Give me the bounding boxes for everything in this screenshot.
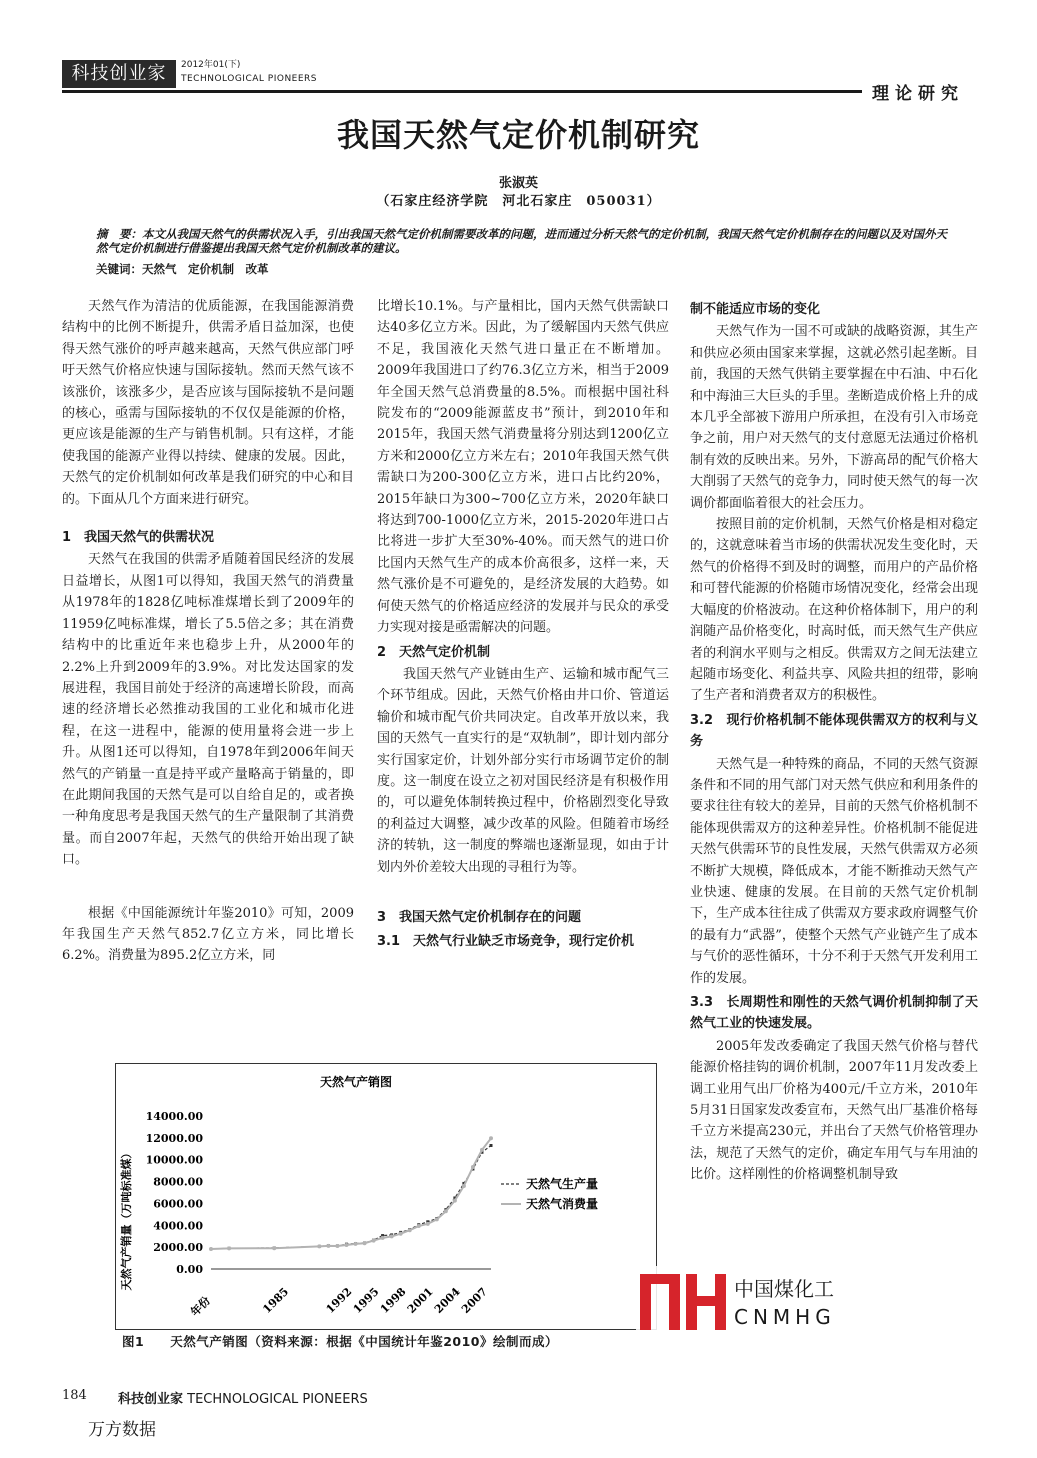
paragraph: 天然气是一种特殊的商品，不同的天然气资源条件和不同的用气部门对天然气供应和利用条件的要求往往有较大的差异，目前的天然气价格机制不能体现供需双方的这种差异性。价格机制不能促进天然气供需环节的良性发展，天然气供需双方必须不断扩大规模，降低成本，才能不断推动天然气产业快速、健康的发展。在目前的天然气定价机制下，生产成本往往成了供需双方要求政府调整气价的最有力“武器”，使整个天然气产业链产生了成本与气价的恶性循环，十分不利于天然气开发利用工作的发展。 [690, 756, 978, 986]
data-point [490, 1144, 493, 1147]
paragraph: 我国天然气产业链由生产、运输和城市配气三个环节组成。因此，天然气价格由井口价、管道运输价和城市配气价共同决定。自改革开放以来，我国的天然气一直实行的是“双轨制”，即计划内部分实行国家定价，计划外部分实行市场调节定价的制度。这一制度在设立之初对国民经济是有积极作用的，可以避免体制转换过程中，价格剧烈变化导致的利益过大调整，减少改革的风险。但随着市场经济的转轨，这一制度的弊端也逐渐显现，如由于计划内外价差较大出现的寻租行为等。 [377, 666, 669, 875]
section-heading-3: 3 我国天然气定价机制存在的问题 [377, 909, 582, 925]
legend-label: 天然气生产量 [526, 1177, 599, 1191]
data-point [381, 1236, 385, 1240]
figure-1-chart [115, 1063, 657, 1330]
section-heading-2: 2 天然气定价机制 [377, 644, 491, 660]
paragraph: 天然气作为一国不可或缺的战略资源，其生产和供应必须由国家来掌握，这就必然引起垄断。目前，我国的天然气供销主要掌握在中石油、中石化和中海油三大巨头的手里。垄断造成价格上升的成本几乎全部被下游用户所承担，在没有引入市场竞争之前，用户对天然气的支付意愿无法通过价格机制有效的反映出来。另外，下游高昂的配气价格大大削弱了天然气的竞争力，同时使天然气的每一次调价都面临着很大的社会压力。 [690, 324, 978, 511]
paragraph: 按照目前的定价机制，天然气价格是相对稳定的，这就意味着当市场的供需状况发生变化时，天然气的价格得不到及时的调整，而用户的产品价格和可替代能源的价格随市场情况变化，经常会出现大幅度的价格波动。在这种价格体制下，用户的利润随产品价格变化，时高时低，而天然气生产供应者的利润水平则与之相反。供需双方之间无法建立起随市场变化、利益共享、风险共担的纽带，影响了生产者和消费者双方的积极性。 [690, 517, 978, 704]
subsection-heading-3-1: 3.1 天然气行业缺乏市场竞争，现行定价机 [377, 934, 635, 950]
paragraph: 根据《中国能源统计年鉴2010》可知，2009年我国生产天然气852.7亿立方米，同比增长6.2%。消费量为895.2亿立方米，同 [62, 905, 354, 964]
y-tick-label: 8000.00 [153, 1175, 203, 1189]
y-tick-label: 12000.00 [145, 1131, 203, 1145]
data-point [444, 1209, 448, 1213]
x-axis-label: 年份 [188, 1294, 213, 1319]
series-line-2 [211, 1138, 491, 1249]
footer-journal [118, 1388, 368, 1407]
data-point [480, 1148, 484, 1152]
keywords [96, 262, 956, 276]
y-tick-label: 14000.00 [145, 1110, 203, 1123]
section-label: 理论研究 [872, 84, 964, 104]
paragraph: 天然气在我国的供需矛盾随着国民经济的发展日益增长，从图1可以得知，我国天然气的消费量从1978年的1828亿吨标准煤增长到了2009年的11959亿吨标准煤，增长了5.5倍之多；其在消费结构中的比重近年来也稳步上升，从2000年的2.2%上升到2009年的3.9%。对比发达国家的发展进程，我国目前处于经济的高速增长阶段，而高速的经济增长必然推动我国的工业化和城市化进程，在这一进程中，能源的使用量将会进一步上升。从图1还可以得知，自1978年到2006年间天然气的产销量一直是持平或产量略高于销量的，即在此期间我国的天然气是可以自给自足的，或者换一种角度思考是我国天然气的生产量限制了其消费量。而自2007年起，天然气的供给开始出现了缺口。 [62, 552, 354, 868]
abstract-label: 摘 要： [96, 227, 142, 241]
y-tick-label: 10000.00 [145, 1153, 203, 1167]
legend-label: 天然气消费量 [526, 1197, 599, 1211]
footer-journal-cn: 科技创业家 [118, 1392, 184, 1407]
data-point [326, 1244, 330, 1248]
subsection-heading-3-2: 3.2 现行价格机制不能体现供需双方的权利与义务 [690, 712, 978, 750]
paragraph: 2005年发改委确定了我国天然气价格与替代能源价格挂钩的调价机制，2007年11月发改委上调工业用气出厂价格为400元/千立方米，2010年5月31日国家发改委宣布，天然气出厂基准价格每千立方米提高230元，并出台了天然气价格管理办法，规范了天然气的定价，确定车用气与车用油的比价。这样刚性的价格调整机制导致 [690, 1038, 978, 1183]
section-heading-1: 1 我国天然气的供需状况 [62, 530, 215, 546]
data-point [426, 1222, 430, 1226]
data-point [462, 1184, 466, 1188]
chart-svg [116, 1064, 656, 1329]
data-point [408, 1228, 412, 1232]
chart-title: 天然气产销图 [319, 1075, 393, 1089]
data-point [272, 1246, 276, 1250]
data-point [372, 1239, 376, 1243]
x-tick-label: 2007 [459, 1285, 490, 1316]
body-column-2 [377, 296, 669, 954]
data-point [489, 1136, 493, 1140]
y-tick-label: 4000.00 [153, 1219, 203, 1233]
data-point [363, 1241, 367, 1245]
data-point [209, 1247, 213, 1251]
data-point [335, 1244, 339, 1248]
data-point [471, 1165, 475, 1169]
subsection-heading-3-3: 3.3 长周期性和刚性的天然气调价机制抑制了天然气工业的快速发展。 [690, 995, 978, 1032]
data-point [435, 1217, 439, 1221]
source-watermark: 万方数据 [88, 1420, 156, 1440]
data-point [354, 1242, 358, 1246]
data-point [390, 1234, 394, 1238]
footer-journal-en: TECHNOLOGICAL PIONEERS [187, 1392, 368, 1407]
header-rule [62, 90, 862, 93]
data-point [317, 1244, 321, 1248]
issue-label: 2012年01(下) [181, 60, 241, 70]
data-point [227, 1246, 231, 1250]
x-tick-label: 1992 [323, 1285, 355, 1316]
body-column-3 [690, 296, 978, 1186]
subsection-heading-3-1-continued: 制不能适应市场的变化 [690, 302, 821, 317]
paragraph: 比增长10.1%。与产量相比，国内天然气供需缺口达40多亿立方米。因此，为了缓解国内天然气供应不足，我国液化天然气进口量正在不断增加。2009年我国进口了约76.3亿立方米，相当于2009年全国天然气总消费量的8.5%。而根据中国社科院发布的“2009能源蓝皮书”预计，到2010年和2015年，我国天然气消费量将分别达到1200亿立方米和2000亿立方米左右；2010年我国天然气供需缺口为200-300亿立方米，进口占比约20%，2015年缺口为300~700亿立方米，2020年缺口将达到700-1000亿立方米，2015-2020年进口占比将进一步扩大至30%-40%。而天然气的进口价比国内天然气生产的成本价高很多，这样一来，天然气涨价是不可避免的，是经济发展的大趋势。如何使天然气的价格适应经济的发展并与民众的承受力实现对接是亟需解决的问题。 [377, 299, 669, 636]
author: 张淑英 [498, 176, 538, 191]
affiliation: （石家庄经济学院 河北石家庄 050031） [376, 194, 661, 209]
figure-caption: 图1 天然气产销图（资料来源：根据《中国统计年鉴2010》绘制而成） [122, 1334, 558, 1349]
keywords-text: 天然气 定价机制 改革 [142, 262, 269, 276]
y-tick-label: 2000.00 [153, 1241, 203, 1255]
abstract-text: 本文从我国天然气的供需状况入手，引出我国天然气定价机制需要改革的问题，进而通过分析天然气的定价机制，我国天然气定价机制存在的问题以及对国外天然气定价机制进行借鉴提出我国天然气定价机制改革的建议。 [96, 227, 947, 255]
watermark-logo-en: CNMHG [734, 1305, 836, 1329]
chart-y-axis-label: 天然气产销量（万吨标准煤） [120, 1147, 133, 1291]
x-tick-label: 1985 [260, 1285, 292, 1316]
data-point [344, 1243, 348, 1247]
data-point [453, 1199, 457, 1203]
data-point [417, 1224, 421, 1228]
series-line-1 [211, 1146, 491, 1250]
paragraph: 天然气作为清洁的优质能源，在我国能源消费结构中的比例不断提升，供需矛盾日益加深，也使得天然气涨价的呼声越来越高，天然气供应部门呼吁天然气价格应快速与国际接轨。然而天然气该不该涨价，该涨多少，是否应该与国际接轨不是问题的核心，亟需与国际接轨的不仅仅是能源的价格，更应该是能源的生产与销售机制。只有这样，才能使我国的能源产业得以持续、健康的发展。因此，天然气的定价机制如何改革是我们研究的中心和目的。下面从几个方面来进行研究。 [62, 299, 354, 507]
article-title: 我国天然气定价机制研究 [336, 116, 700, 154]
y-tick-label: 0.00 [176, 1263, 203, 1276]
x-tick-label: 2001 [404, 1285, 436, 1316]
body-column-1 [62, 296, 354, 967]
watermark-logo-cn: 中国煤化工 [734, 1277, 834, 1301]
x-tick-label: 2004 [431, 1285, 463, 1316]
page-number: 184 [62, 1388, 87, 1403]
data-point [399, 1232, 403, 1236]
x-tick-label: 1995 [350, 1285, 382, 1316]
watermark-logo [636, 1266, 976, 1336]
keywords-label: 关键词： [96, 262, 142, 276]
x-tick-label: 1998 [377, 1285, 409, 1316]
journal-english-name: TECHNOLOGICAL PIONEERS [181, 74, 318, 84]
y-tick-label: 6000.00 [153, 1197, 203, 1211]
journal-masthead-box: 科技创业家 [62, 60, 176, 88]
abstract [96, 227, 956, 255]
